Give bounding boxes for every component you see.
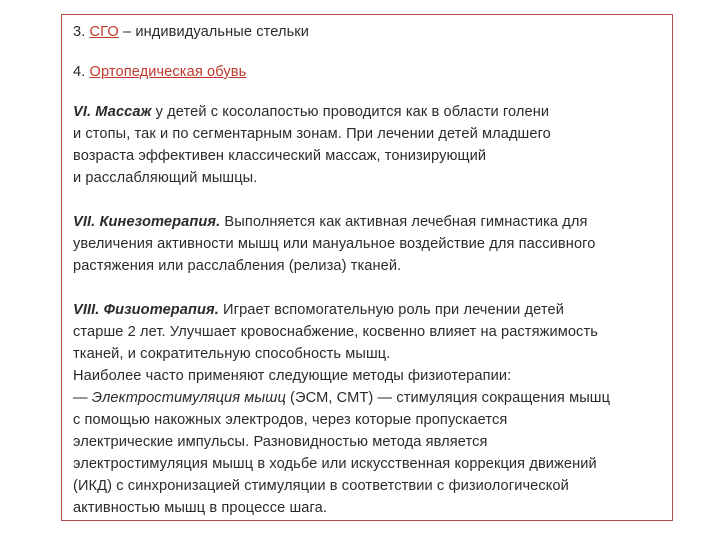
massage-line-4: и расслабляющий мышцы. (73, 170, 258, 186)
physio-line-2: старше 2 лет. Улучшает кровоснабжение, косвенно влияет на растяжимость (73, 324, 598, 340)
massage-heading: VI. Массаж (73, 104, 152, 120)
physio-heading: VIII. Физиотерапия. (73, 302, 219, 318)
kineso-line-2: увеличения активности мышц или мануальное воздействие для пассивного (73, 236, 596, 252)
physio-line-3: тканей, и сократительную способность мышц. (73, 346, 391, 362)
esm-line-5: (ИКД) с синхронизацией стимуляции в соответствии с физиологической (73, 478, 569, 494)
section-massage (73, 101, 668, 189)
massage-line-2: и стопы, так и по сегментарным зонам. При лечении детей младшего (73, 126, 551, 142)
item-4-number: 4. (73, 64, 86, 80)
esm-dash: — (73, 390, 92, 406)
slide-frame (61, 14, 673, 521)
massage-line-1: у детей с косолапостью проводится как в области голени (151, 104, 550, 120)
kineso-line-3: растяжения или расслабления (релиза) тканей. (73, 258, 402, 274)
esm-line-6: активностью мышц в процессе шага. (73, 500, 327, 516)
esm-term: Электростимуляция мышц (91, 390, 286, 406)
item-3-abbr: СГО (89, 24, 119, 40)
kineso-line-1: Выполняется как активная лечебная гимнастика для (220, 214, 588, 230)
item-3-text: – индивидуальные стельки (118, 24, 310, 40)
item-3 (73, 21, 668, 43)
esm-line-1: (ЭСМ, СМТ) — стимуляция сокращения мышц (285, 390, 611, 406)
esm-line-3: электрические импульсы. Разновидностью метода является (73, 434, 488, 450)
kineso-heading: VII. Кинезотерапия. (73, 214, 221, 230)
physio-line-1: Играет вспомогательную роль при лечении детей (218, 302, 564, 318)
section-physiotherapy (73, 299, 668, 519)
section-kinesotherapy (73, 211, 668, 277)
esm-line-2: с помощью накожных электродов, через которые пропускается (73, 412, 508, 428)
esm-line-4: электростимуляция мышц в ходьбе или искусственная коррекция движений (73, 456, 597, 472)
item-3-number: 3. (73, 24, 86, 40)
slide-content (73, 21, 668, 519)
physio-line-4: Наиболее часто применяют следующие методы физиотерапии: (73, 368, 512, 384)
item-4-label: Ортопедическая обувь (89, 64, 247, 80)
massage-line-3: возраста эффективен классический массаж, тонизирующий (73, 148, 487, 164)
item-4 (73, 61, 668, 83)
